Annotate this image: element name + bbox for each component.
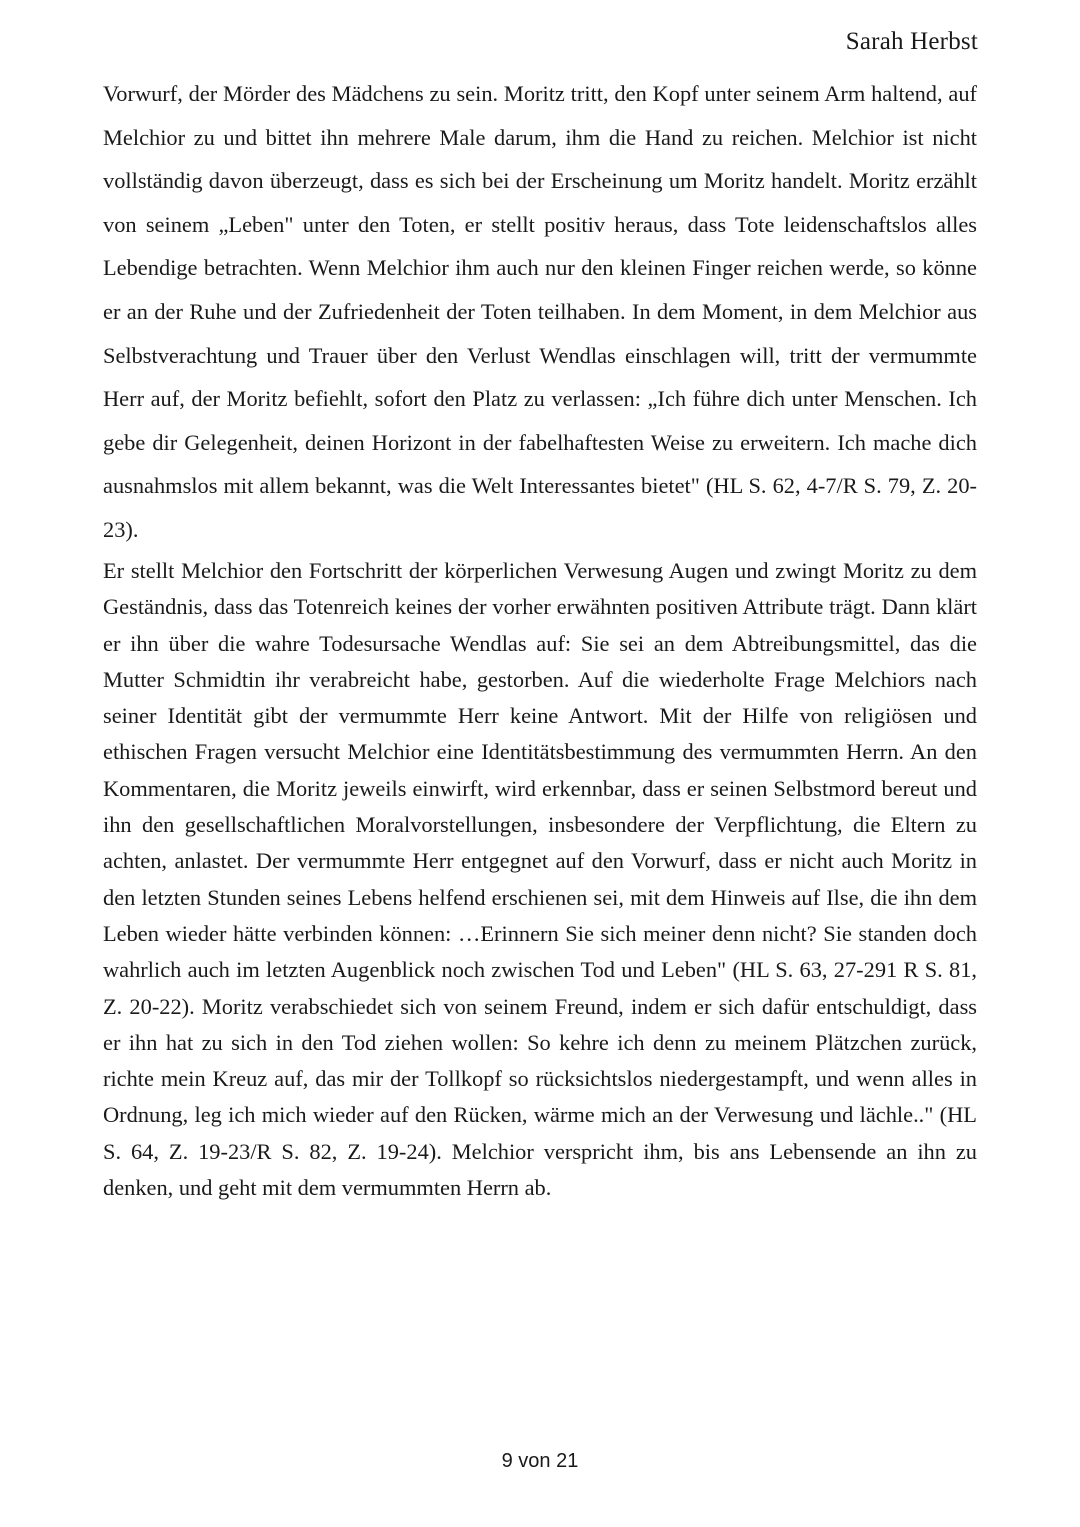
page-number: 9 von 21 xyxy=(501,1450,579,1472)
body-paragraph-1: Vorwurf, der Mörder des Mädchens zu sein. Moritz tritt, den Kopf unter seinem Arm haltend, auf Melchior zu und bittet ihn mehrere Male darum, ihm die Hand zu reichen. Melchior ist nicht vollständig davon überzeugt, dass es sich bei der Erscheinung um Moritz handelt. Moritz erzählt von seinem „Leben" unter den Toten, er stellt positiv heraus, dass Tote leidenschaftslos alles Lebendige betrachten. Wenn Melchior ihm auch nur den kleinen Finger reichen werde, so könne er an der Ruhe und der Zufriedenheit der Toten teilhaben. In dem Moment, in dem Melchior aus Selbstverachtung und Trauer über den Verlust Wendlas einschlagen will, tritt der vermummte Herr auf, der Moritz befiehlt, sofort den Platz zu verlassen: „Ich führe dich unter Menschen. Ich gebe dir Gelegenheit, deinen Horizont in der fabelhaftesten Weise zu erweitern. Ich mache dich ausnahmslos mit allem bekannt, was die Welt Interessantes bietet" (HL S. 62, 4-7/R S. 79, Z. 20-23). xyxy=(103,81,977,542)
body-paragraph-2: Er stellt Melchior den Fortschritt der körperlichen Verwesung Augen und zwingt Moritz zu dem Geständnis, dass das Totenreich keines der vorher erwähnten positiven Attribute trägt. Dann klärt er ihn über die wahre Todesursache Wendlas auf: Sie sei an dem Abtreibungsmittel, das die Mutter Schmidtin ihr verabreicht habe, gestorben. Auf die wiederholte Frage Melchiors nach seiner Identität gibt der vermummte Herr keine Antwort. Mit der Hilfe von religiösen und ethischen Fragen versucht Melchior eine Identitätsbestimmung des vermummten Herrn. An den Kommentaren, die Moritz jeweils einwirft, wird erkennbar, dass er seinen Selbstmord bereut und ihn den gesellschaftlichen Moralvorstellungen, insbesondere der Verpflichtung, die Eltern zu achten, anlastet. Der vermummte Herr entgegnet auf den Vorwurf, dass er nicht auch Moritz in den letzten Stunden seines Lebens helfend erschienen sei, mit dem Hinweis auf Ilse, die ihn dem Leben wieder hätte verbinden können: …Erinnern Sie sich meiner denn nicht? Sie standen doch wahrlich auch im letzten Augenblick noch zwischen Tod und Leben" (HL S. 63, 27-291 R S. 81, Z. 20-22). Moritz verabschiedet sich von seinem Freund, indem er sich dafür entschuldigt, dass er ihn hat zu sich in den Tod ziehen wollen: So kehre ich denn zu meinem Plätzchen zurück, richte mein Kreuz auf, das mir der Tollkopf so rücksichtslos niedergestampft, und wenn alles in Ordnung, leg ich mich wieder auf den Rücken, wärme mich an der Verwesung und lächle.." (HL S. 64, Z. 19-23/R S. 82, Z. 19-24). Melchior verspricht ihm, bis ans Lebensende an ihn zu denken, und geht mit dem vermummten Herrn ab. xyxy=(103,558,977,1201)
header-author: Sarah Herbst xyxy=(845,28,978,55)
